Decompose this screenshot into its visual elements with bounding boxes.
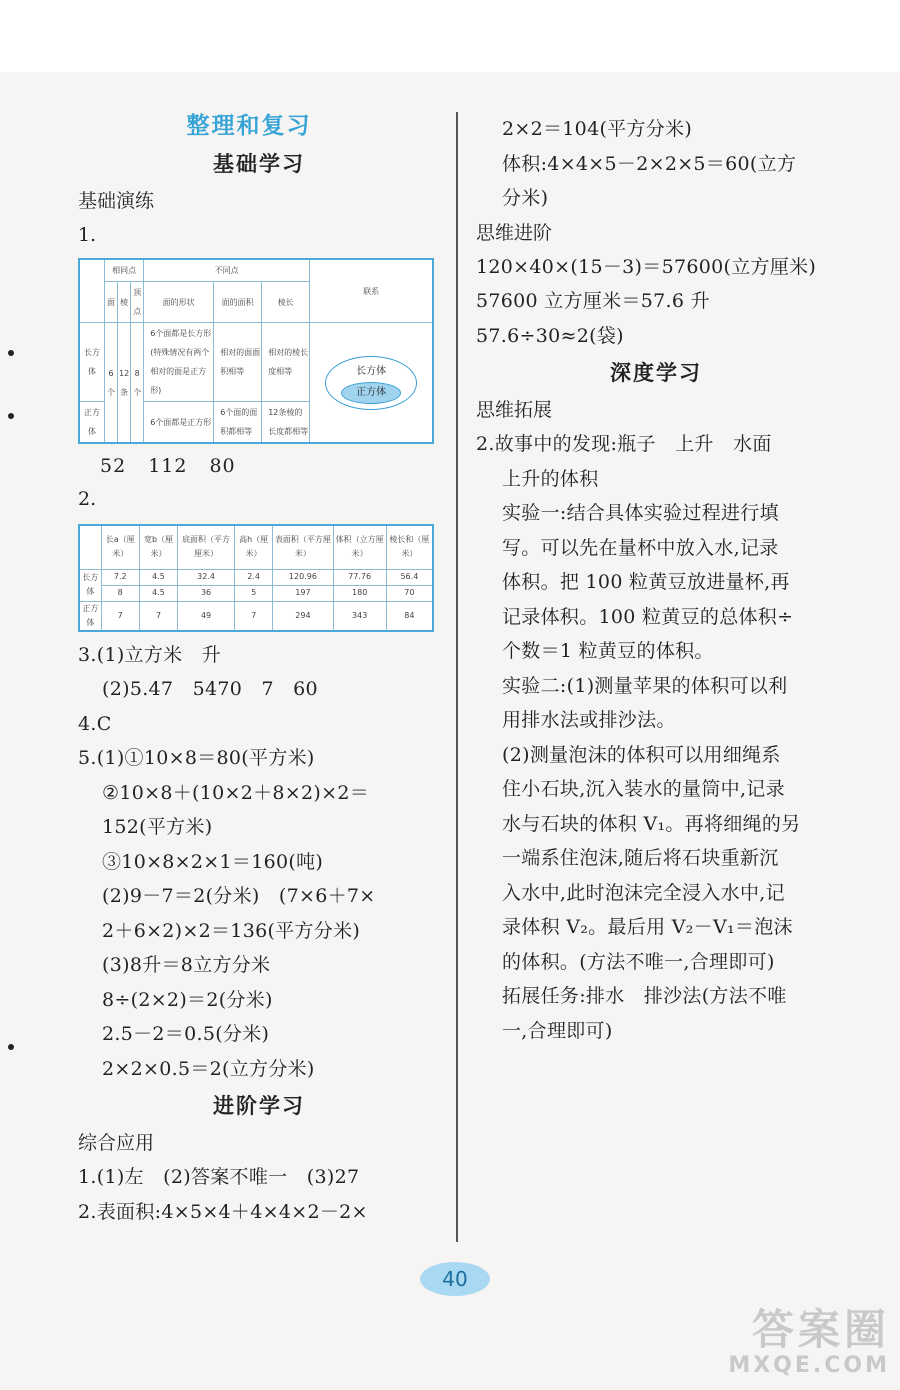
row-label: 正方体	[79, 402, 105, 444]
table-cell: 70	[386, 585, 433, 601]
table-cell: 343	[333, 601, 386, 631]
watermark-logo: 答案圈	[751, 1305, 890, 1354]
table-cell: 8个	[131, 323, 144, 444]
answer-line: 152(平方米)	[102, 816, 213, 838]
answer-line: 体积。把 100 粒黄豆放进量杯,再	[502, 571, 790, 593]
table-cell: 12条棱的长度都相等	[262, 402, 310, 444]
table-cell: 4.5	[139, 569, 177, 585]
table-cell: 7.2	[101, 569, 139, 585]
table-cell: 相对的面面积相等	[214, 323, 262, 402]
answer-line: (3)8升＝8立方分米	[102, 954, 271, 976]
answer-line: 住小石块,沉入装水的量筒中,记录	[502, 778, 785, 800]
answer-line: 录体积 V₂。最后用 V₂－V₁＝泡沫	[502, 916, 793, 938]
table-cell: 12条	[118, 323, 131, 444]
answer-line: 体积:4×4×5－2×2×5＝60(立方	[502, 152, 797, 175]
table-cell: 7	[139, 601, 177, 631]
table-header: 宽b（厘米）	[139, 525, 177, 569]
answer-line: 实验二:(1)测量苹果的体积可以利	[502, 674, 788, 697]
table-cell: 7	[234, 601, 272, 631]
answer-line: ③10×8×2×1＝160(吨)	[102, 850, 324, 873]
table-cell: 2.4	[234, 569, 272, 585]
answer-line: 5.(1)①10×8＝80(平方米)	[78, 747, 315, 769]
subsection-basic-practice: 基础演练	[78, 190, 155, 212]
table-cell: 120.96	[273, 569, 333, 585]
table-header: 顶点	[131, 282, 144, 323]
table-cell: 77.76	[333, 569, 386, 585]
table-cell: 相对的棱长度相等	[262, 323, 310, 402]
answer-line: 8÷(2×2)＝2(分米)	[102, 988, 273, 1011]
section-title-advanced: 进阶学习	[213, 1094, 305, 1118]
table-header: 棱长	[262, 282, 310, 323]
watermark	[728, 1307, 890, 1378]
binding-hole	[8, 413, 14, 419]
row-label: 长方体	[79, 569, 101, 601]
table-cell: 197	[273, 585, 333, 601]
table-header: 面的形状	[144, 282, 214, 323]
answer-line: (2)5.47 5470 7 60	[102, 678, 318, 700]
table-header: 体积（立方厘米）	[333, 525, 386, 569]
table-header: 联系	[310, 259, 433, 323]
answer-line: 一,合理即可)	[502, 1019, 613, 1042]
binding-hole	[8, 350, 14, 356]
left-column	[78, 108, 440, 1229]
answer-line: 3.(1)立方米 升	[78, 643, 222, 666]
table-header: 表面积（平方厘米）	[273, 525, 333, 569]
answer-line: 2.故事中的发现:瓶子 上升 水面	[476, 433, 772, 455]
answer-line: 57600 立方厘米＝57.6 升	[476, 290, 710, 312]
table-cell: 6个面都是正方形	[144, 402, 214, 444]
subsection-comprehensive: 综合应用	[78, 1132, 155, 1154]
table-header: 长a（厘米）	[101, 525, 139, 569]
question-1-answers: 52 112 80	[100, 455, 236, 477]
answer-line: 拓展任务:排水 排沙法(方法不唯	[502, 985, 787, 1007]
table-header: 面的面积	[214, 282, 262, 323]
answer-line: 57.6÷30≈2(袋)	[476, 324, 624, 347]
ellipse-inner-label: 正方体	[356, 386, 387, 398]
answer-line: 1.(1)左 (2)答案不唯一 (3)27	[78, 1166, 360, 1188]
answer-line: 的体积。(方法不唯一,合理即可)	[502, 950, 775, 973]
table-cell: 8	[101, 585, 139, 601]
question-2-label: 2.	[78, 488, 97, 510]
table-cell: 5	[234, 585, 272, 601]
chapter-title: 整理和复习	[186, 113, 312, 139]
answer-line: 2.表面积:4×5×4＋4×4×2－2×	[78, 1200, 368, 1223]
relation-diagram	[310, 323, 433, 444]
answer-line: 2＋6×2)×2＝136(平方分米)	[102, 919, 361, 942]
answer-line: 2.5－2＝0.5(分米)	[102, 1023, 270, 1045]
answer-line: (2)9－7＝2(分米) (7×6＋7×	[102, 885, 376, 907]
answer-line: 水与石块的体积 V₁。再将细绳的另	[502, 812, 801, 835]
section-title-basic: 基础学习	[213, 152, 305, 176]
right-column	[476, 112, 836, 1048]
watermark-url: MXQE.COM	[728, 1353, 890, 1378]
answer-line: 4.C	[78, 712, 112, 735]
answer-line: (2)测量泡沫的体积可以用细绳系	[502, 743, 781, 766]
table-cell: 49	[178, 601, 235, 631]
binding-hole	[8, 1044, 14, 1050]
section-title-deep: 深度学习	[610, 361, 702, 385]
column-divider	[456, 112, 458, 1242]
table-cell: 84	[386, 601, 433, 631]
table-cell: 6个	[105, 323, 118, 444]
answer-line: 写。可以先在量杯中放入水,记录	[502, 536, 779, 559]
answer-line: 2×2×0.5＝2(立方分米)	[102, 1057, 315, 1080]
table-cell: 7	[101, 601, 139, 631]
subsection-thinking-expand: 思维拓展	[476, 399, 553, 421]
answer-line: 上升的体积	[502, 467, 599, 490]
table-header: 棱长和（厘米）	[386, 525, 433, 569]
answer-line: ②10×8＋(10×2＋8×2)×2＝	[102, 781, 370, 804]
comparison-table	[78, 258, 434, 444]
answer-line: 120×40×(15－3)＝57600(立方厘米)	[476, 255, 817, 278]
page-number: 40	[420, 1262, 490, 1296]
answer-line: 用排水法或排沙法。	[502, 709, 676, 731]
answer-line: 2×2＝104(平方分米)	[502, 118, 693, 140]
answer-line: 个数＝1 粒黄豆的体积。	[502, 640, 714, 662]
table-cell: 6个面的面积都相等	[214, 402, 262, 444]
table-header: 不同点	[144, 259, 310, 282]
answer-line: 入水中,此时泡沫完全浸入水中,记	[502, 881, 785, 904]
answer-line: 实验一:结合具体实验过程进行填	[502, 502, 779, 524]
table-header: 相同点	[105, 259, 144, 282]
table-header: 底面积（平方厘米）	[178, 525, 235, 569]
answer-line: 分米)	[502, 187, 549, 209]
ellipse-outer-label: 长方体	[356, 365, 387, 377]
subsection-thinking-advanced: 思维进阶	[476, 221, 553, 244]
table-header: 面	[105, 282, 118, 323]
top-margin	[0, 0, 900, 72]
table-cell: 6个面都是长方形(特殊情况有两个相对的面是正方形)	[144, 323, 214, 402]
table-cell: 56.4	[386, 569, 433, 585]
table-cell: 36	[178, 585, 235, 601]
answer-line: 一端系住泡沫,随后将石块重新沉	[502, 847, 779, 869]
row-label: 长方体	[79, 323, 105, 402]
measurement-table	[78, 524, 434, 632]
table-cell: 180	[333, 585, 386, 601]
table-header: 棱	[118, 282, 131, 323]
table-cell: 294	[273, 601, 333, 631]
table-cell: 4.5	[139, 585, 177, 601]
table-header: 高h（厘米）	[234, 525, 272, 569]
row-label: 正方体	[79, 601, 101, 631]
answer-line: 记录体积。100 粒黄豆的总体积÷	[502, 605, 794, 628]
table-cell: 32.4	[178, 569, 235, 585]
question-1-label: 1.	[78, 224, 97, 246]
